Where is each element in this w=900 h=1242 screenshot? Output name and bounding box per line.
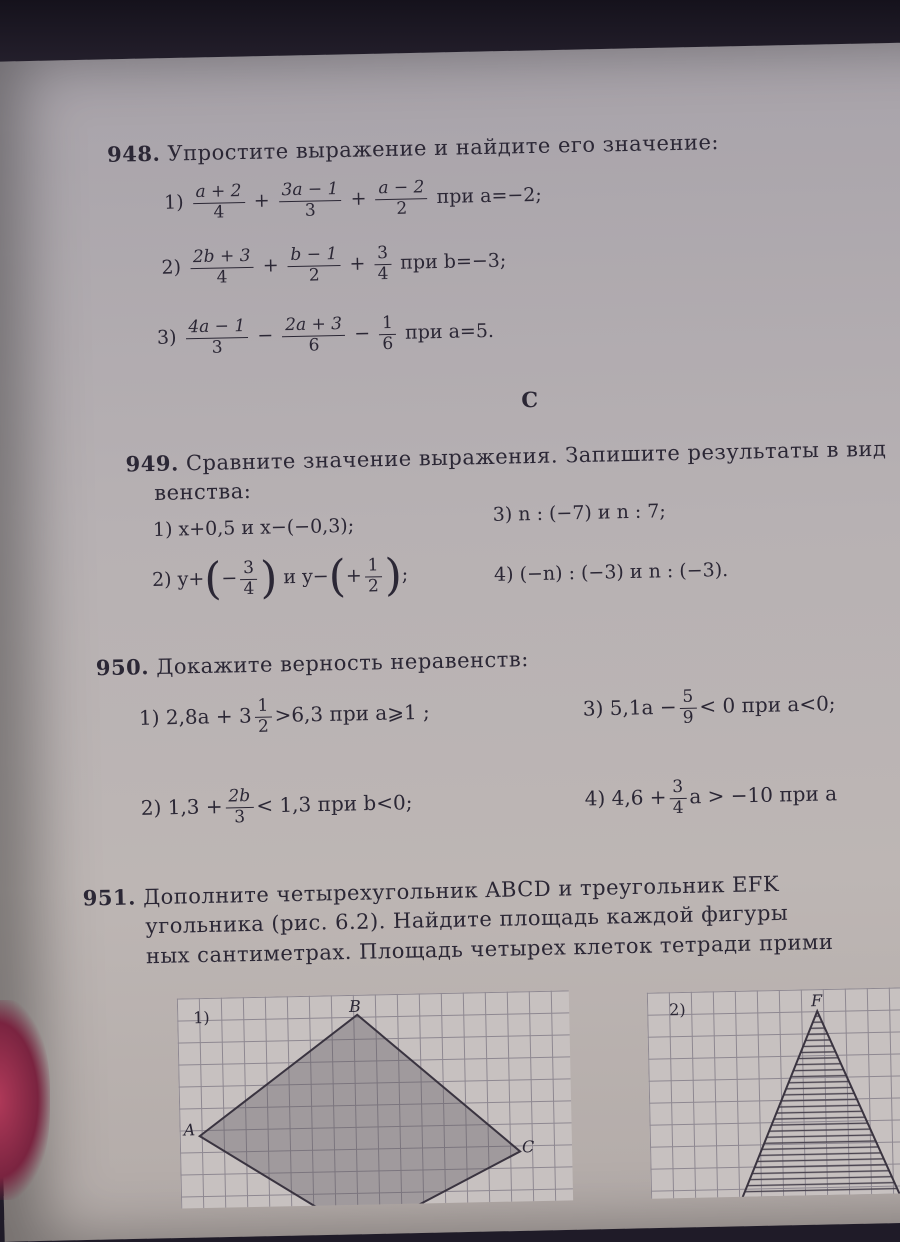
fraction: $\frac{1}{2}$ <box>364 556 382 596</box>
figure-1-grid <box>177 990 573 1208</box>
problem-949-item-3: 3) n : (−7) и n : 7; <box>492 500 667 526</box>
problem-949-heading <box>125 436 886 477</box>
condition-text: при a=5. <box>404 319 495 344</box>
vertex-a-label: A <box>183 1120 196 1140</box>
item-label: 3) <box>156 326 177 349</box>
problem-950-item-1: 1) 2,8a + 3 $\frac{1}{2}$ >6,3 при a⩾1 ; <box>138 695 431 737</box>
condition-text: при a=−2; <box>436 183 543 209</box>
figure-2-grid <box>647 987 900 1199</box>
problem-950-item-3: 3) 5,1a − $\frac{5}{9}$ < 0 при a<0; <box>582 686 836 728</box>
problem-948-title: Упростите выражение и найдите его значение: <box>167 130 720 166</box>
problem-948-item-2: 2) $\frac{2b + 3}{4}$ + $\frac{b - 1}{2}$ + $\frac{3}{4}$ при b=−3; <box>161 243 507 288</box>
item-label: 2) <box>161 256 182 279</box>
problem-948-number: 948. <box>106 140 161 167</box>
fraction: $\frac{3}{4}$ <box>240 559 258 599</box>
fraction: $\frac{a + 2}{4}$ <box>192 182 245 223</box>
level-marker: C <box>521 386 539 413</box>
problem-948-heading <box>107 129 719 167</box>
problem-950-item-4: 4) 4,6 + $\frac{3}{4}$ a > −10 при a <box>584 776 838 818</box>
fraction: $\frac{2b}{3}$ <box>225 787 254 828</box>
figure-1-quadrilateral <box>177 990 573 1208</box>
figure-1-label: 1) <box>193 1007 210 1028</box>
vertex-f-label: F <box>810 991 823 1011</box>
fraction: $\frac{a - 2}{2}$ <box>375 178 428 219</box>
fraction: $\frac{3}{4}$ <box>669 778 687 818</box>
fraction: $\frac{5}{9}$ <box>679 688 697 728</box>
vertex-c-label: C <box>521 1137 535 1157</box>
problem-950-heading <box>96 646 529 680</box>
problem-949-title-line-2: венства: <box>153 478 252 505</box>
problem-951-line-3: ных сантиметрах. Площадь четырех клеток тетради прими <box>145 929 834 969</box>
problem-950-title: Докажите верность неравенств: <box>155 647 530 679</box>
problem-950-number: 950. <box>95 654 150 681</box>
problem-949-title: Сравните значение выражения. Запишите результаты в вид <box>185 436 887 476</box>
problem-950-item-2: 2) 1,3 + $\frac{2b}{3}$ < 1,3 при b<0; <box>140 786 413 827</box>
problem-951-line-1: Дополните четырехугольник ABCD и треугольник EFK <box>142 871 780 910</box>
problem-949-item-4: 4) (−n) : (−3) и n : (−3). <box>493 558 729 586</box>
problem-951-line-2: угольника (рис. 6.2). Найдите площадь каждой фигуры <box>145 900 789 939</box>
fraction: $\frac{3a - 1}{3}$ <box>278 180 342 221</box>
problem-948-item-3: 3) $\frac{4a - 1}{3}$ − $\frac{2a + 3}{6}$ − $\frac{1}{6}$ при a=5. <box>156 312 495 358</box>
fraction: $\frac{4a - 1}{3}$ <box>185 317 249 358</box>
triangle-efk <box>737 1010 900 1199</box>
problem-948-item-1: 1) $\frac{a + 2}{4}$ + $\frac{3a - 1}{3}$ + $\frac{a - 2}{2}$ при a=−2; <box>163 177 543 223</box>
fraction: $\frac{b - 1}{2}$ <box>287 245 341 286</box>
fraction: $\frac{1}{2}$ <box>254 697 272 737</box>
fraction: $\frac{2a + 3}{6}$ <box>282 315 346 356</box>
figure-2-label: 2) <box>668 999 686 1020</box>
item-label: 1) <box>163 191 184 214</box>
vertex-b-label: B <box>348 996 362 1016</box>
problem-949-number: 949. <box>125 450 180 477</box>
fraction: $\frac{2b + 3}{4}$ <box>190 247 254 288</box>
problem-949-item-2: 2) y+(− $\frac{3}{4}$ ) и y−(+ $\frac{1}{2}$ ); <box>151 549 409 605</box>
problem-951-number: 951. <box>82 884 137 911</box>
fraction: $\frac{3}{4}$ <box>374 244 392 284</box>
condition-text: при b=−3; <box>400 249 507 274</box>
quadrilateral-abcd <box>197 1011 522 1208</box>
problem-949-item-1: 1) x+0,5 и x−(−0,3); <box>152 514 355 541</box>
fraction: $\frac{1}{6}$ <box>379 314 397 354</box>
